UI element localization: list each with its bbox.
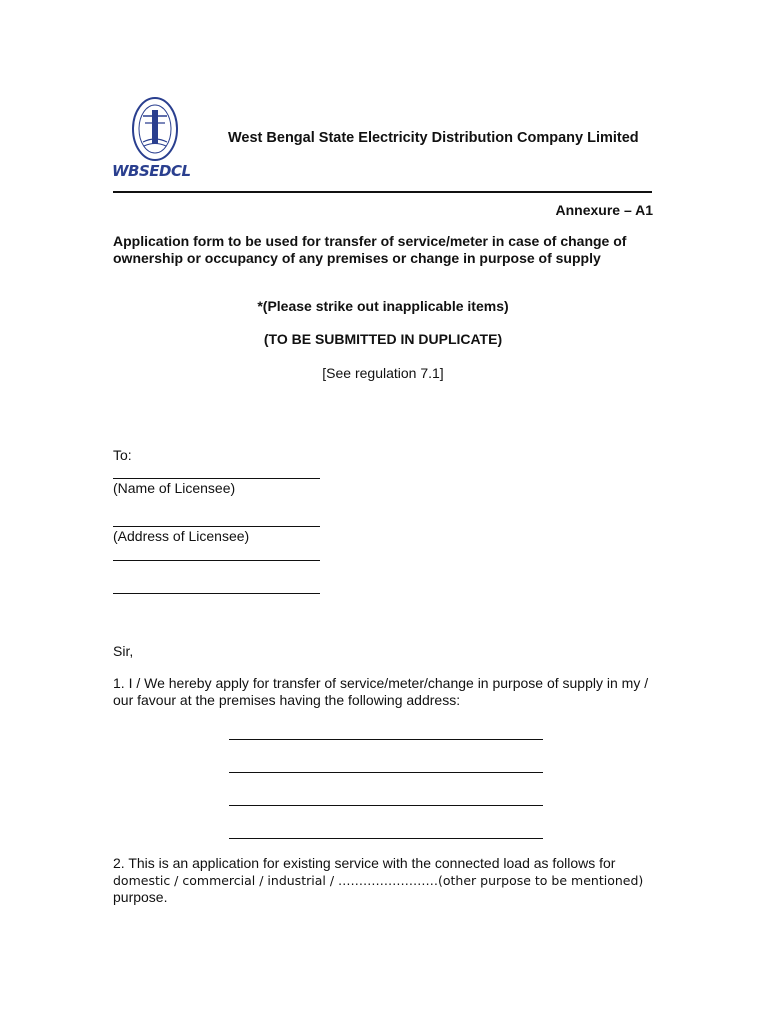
to-label: To: [113, 447, 132, 463]
licensee-address-field-3[interactable] [113, 593, 320, 594]
premises-address-field-2[interactable] [229, 772, 543, 773]
duplicate-note: (TO BE SUBMITTED IN DUPLICATE) [263, 331, 503, 347]
company-name: West Bengal State Electricity Distribution Company Limited [228, 130, 639, 146]
strike-out-note: *(Please strike out inapplicable items) [257, 298, 509, 314]
clause-2-line-2: domestic / commercial / industrial / ……………………(other purpose to be mentioned) [113, 873, 644, 888]
licensee-address-label: (Address of Licensee) [113, 528, 250, 544]
premises-address-field-4[interactable] [229, 838, 543, 839]
clause-2-line-1: 2. This is an application for existing service with the connected load as follows for [113, 855, 616, 871]
logo-text: WBSEDCL [112, 162, 191, 180]
salutation: Sir, [113, 643, 134, 659]
clause-1: 1. I / We hereby apply for transfer of service/meter/change in purpose of supply in my / our favour at the premises having the following address: [113, 675, 649, 708]
premises-address-field-1[interactable] [229, 739, 543, 740]
form-heading: Application form to be used for transfer of service/meter in case of change of ownership or occupancy of any premises or change in purpose of supply [113, 233, 627, 266]
annexure-label: Annexure – A1 [555, 202, 653, 218]
regulation-note: [See regulation 7.1] [322, 365, 444, 381]
licensee-name-field[interactable] [113, 478, 320, 479]
wbsedcl-logo [113, 96, 203, 184]
premises-address-field-3[interactable] [229, 805, 543, 806]
licensee-address-field-2[interactable] [113, 560, 320, 561]
header-divider [113, 191, 652, 193]
licensee-address-field-1[interactable] [113, 526, 320, 527]
clause-2-line-3: purpose. [113, 889, 168, 905]
licensee-name-label: (Name of Licensee) [113, 480, 236, 496]
